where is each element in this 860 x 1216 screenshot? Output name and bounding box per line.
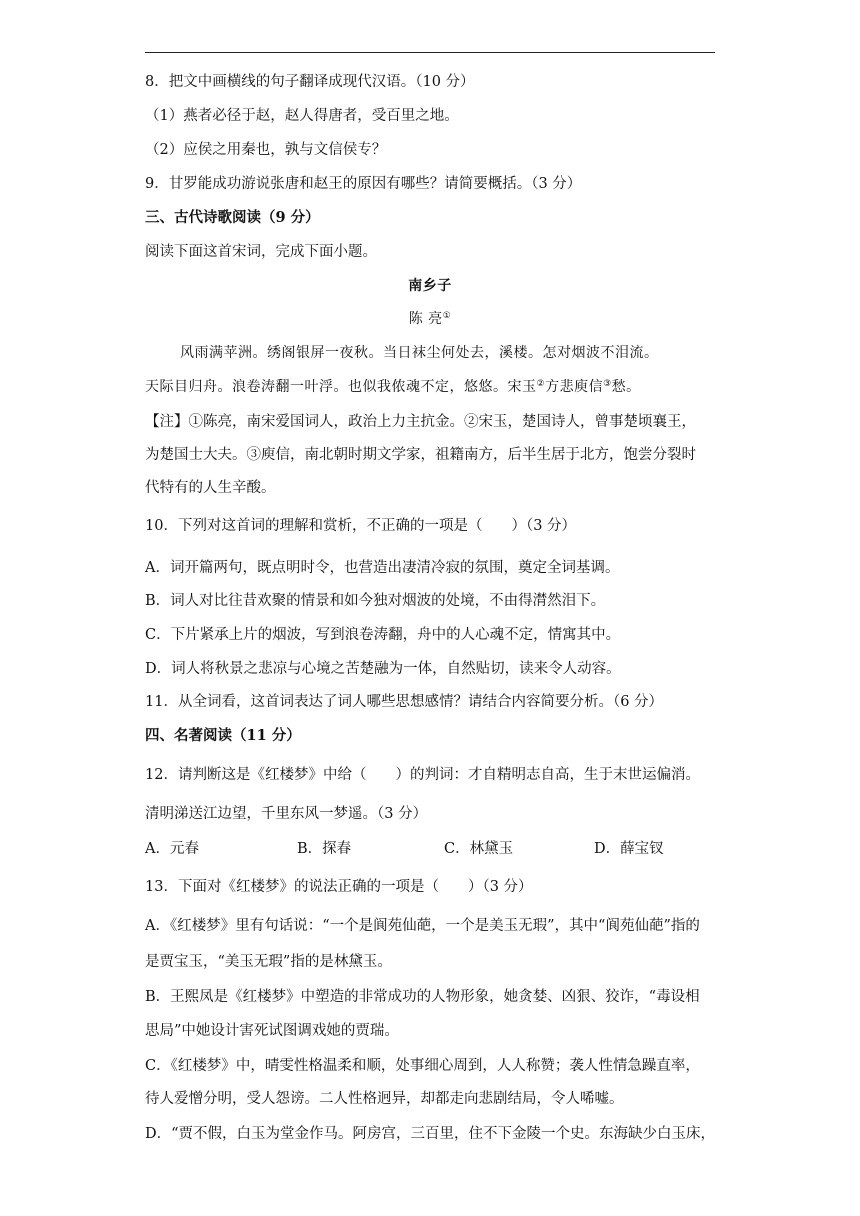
question-13-option-a-line-1: A．《红楼梦》里有句话说：“一个是阆苑仙葩，一个是美玉无瑕”，其中“阆苑仙葩”指的: [145, 918, 700, 934]
poem-line-1: 风雨满苹洲。绣阁银屏一夜秋。当日袜尘何处去，溪楼。怎对烟波不泪流。: [180, 345, 659, 361]
question-8-stem: 8．把文中画横线的句子翻译成现代汉语。（10 分）: [145, 74, 475, 90]
header-rule: [145, 52, 715, 53]
question-10-option-d: D．词人将秋景之悲凉与心境之苦楚融为一体，自然贴切，读来令人动容。: [145, 661, 621, 677]
question-13-option-b-line-1: B．王熙凤是《红楼梦》中塑造的非常成功的人物形象，她贪婪、凶狠、狡诈，“毒设相: [145, 989, 700, 1005]
question-10-option-c: C．下片紧承上片的烟波，写到浪卷涛翻，舟中的人心魂不定，情寓其中。: [145, 627, 621, 643]
question-13-option-c-line-2: 待人爱憎分明，受人怨谤。二人性格迥异，却都走向悲剧结局，令人唏嘘。: [145, 1091, 624, 1107]
question-8-sentence-2: （2）应侯之用秦也，孰与文信侯专？: [145, 142, 387, 158]
question-9: 9．甘罗能成功游说张唐和赵王的原因有哪些？请简要概括。（3 分）: [145, 176, 582, 192]
poem-line-2-part-b: 方悲庾信: [545, 379, 604, 395]
section-3-heading: 三、古代诗歌阅读（9 分）: [145, 209, 320, 226]
poem-line-2-part-c: 愁。: [611, 379, 641, 395]
poem-notes-line-3: 代特有的人生辛酸。: [145, 480, 276, 496]
poem-line-2-part-a: 天际目归舟。浪卷涛翻一叶浮。也似我侬魂不定，悠悠。宋玉: [145, 379, 537, 395]
question-12-option-b: B．探春: [297, 841, 352, 857]
question-13-option-c-line-1: C．《红楼梦》中，晴雯性格温柔和顺，处事细心周到，人人称赞；袭人性情急躁直率，: [145, 1058, 700, 1074]
poem-line-2: [145, 378, 641, 396]
poem-note-mark-3: ③: [603, 379, 612, 389]
question-13-option-a-line-2: 是贾宝玉，“美玉无瑕”指的是林黛玉。: [145, 954, 392, 970]
poem-notes-line-2: 为楚国士大夫。③庾信，南北朝时期文学家，祖籍南方，后半生居于北方，饱尝分裂时: [145, 447, 696, 463]
question-12-line-2: 清明涕送江边望，千里东风一梦遥。（3 分）: [145, 806, 428, 822]
question-12-option-d: D．薛宝钗: [594, 841, 664, 857]
section-4-heading: 四、名著阅读（11 分）: [145, 727, 301, 744]
question-12-option-c: C．林黛玉: [444, 841, 514, 857]
question-13-option-d-line-1: D．“贾不假，白玉为堂金作马。阿房宫，三百里，住不下金陵一个史。东海缺少白玉床，: [145, 1126, 716, 1142]
poem-title: 南乡子: [408, 278, 452, 294]
poem-note-mark-2: ②: [536, 379, 546, 389]
poem-author-note-mark: ①: [442, 311, 452, 321]
question-12-line-1: 12．请判断这是《红楼梦》中给（ ）的判词：才自精明志自高，生于末世运偏消。: [145, 767, 700, 783]
poem-notes-line-1: 【注】①陈亮，南宋爱国词人，政治上力主抗金。②宋玉，楚国诗人，曾事楚顷襄王，: [145, 414, 696, 430]
question-13-stem: 13．下面对《红楼梦》的说法正确的一项是（ ）（3 分）: [145, 879, 533, 895]
question-10-stem: 10．下列对这首词的理解和赏析，不正确的一项是（ ）（3 分）: [145, 518, 577, 534]
section-3-intro: 阅读下面这首宋词，完成下面小题。: [145, 244, 377, 260]
poem-author-name: 陈 亮: [408, 311, 443, 327]
question-13-option-b-line-2: 思局”中她设计害死试图调戏她的贾瑞。: [145, 1023, 399, 1039]
question-8-sentence-1: （1）燕者必径于赵，赵人得唐者，受百里之地。: [145, 108, 459, 124]
question-12-option-a: A．元春: [145, 841, 199, 857]
question-10-option-a: A．词开篇两句，既点明时令，也营造出凄清冷寂的氛围，奠定全词基调。: [145, 560, 620, 576]
question-10-option-b: B．词人对比往昔欢聚的情景和如今独对烟波的处境，不由得潸然泪下。: [145, 593, 606, 609]
poem-author: [0, 310, 860, 328]
question-11: 11．从全词看，这首词表达了词人哪些思想感情？请结合内容简要分析。（6 分）: [145, 694, 664, 710]
